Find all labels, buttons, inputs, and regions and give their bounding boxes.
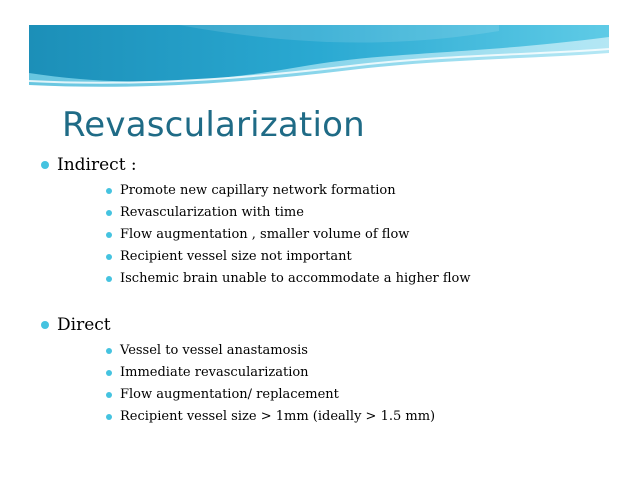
list-item <box>106 205 304 220</box>
wave-banner <box>29 25 609 95</box>
list-item-label: Revascularization with time <box>120 205 304 220</box>
list-item <box>106 365 309 380</box>
bullet-icon <box>106 370 112 376</box>
list-item-label: Flow augmentation/ replacement <box>120 387 339 402</box>
list-item <box>106 249 352 264</box>
list-item <box>106 387 339 402</box>
section-heading-direct <box>41 315 111 335</box>
list-item-label: Recipient vessel size > 1mm (ideally > 1.5 mm) <box>120 409 436 424</box>
section-heading-indirect <box>41 155 137 175</box>
list-item <box>106 183 396 198</box>
list-item-label: Immediate revascularization <box>120 365 309 380</box>
bullet-icon <box>41 321 49 329</box>
bullet-icon <box>106 414 112 420</box>
list-item <box>106 409 435 424</box>
bullet-icon <box>106 188 112 194</box>
bullet-icon <box>41 161 49 169</box>
list-item-label: Flow augmentation , smaller volume of flow <box>120 227 410 242</box>
bullet-icon <box>106 232 112 238</box>
list-item-label: Ischemic brain unable to accommodate a higher flow <box>120 271 471 286</box>
slide <box>29 25 609 462</box>
bullet-icon <box>106 254 112 260</box>
bullet-icon <box>106 210 112 216</box>
section-heading-label: Direct <box>57 315 111 335</box>
bullet-icon <box>106 348 112 354</box>
list-item <box>106 343 308 358</box>
list-item-label: Recipient vessel size not important <box>120 249 352 264</box>
list-item <box>106 271 471 286</box>
slide-title: Revascularization <box>62 105 365 145</box>
section-heading-label: Indirect : <box>57 155 137 175</box>
bullet-icon <box>106 392 112 398</box>
list-item-label: Vessel to vessel anastamosis <box>120 343 308 358</box>
bullet-icon <box>106 276 112 282</box>
list-item <box>106 227 409 242</box>
list-item-label: Promote new capillary network formation <box>120 183 396 198</box>
